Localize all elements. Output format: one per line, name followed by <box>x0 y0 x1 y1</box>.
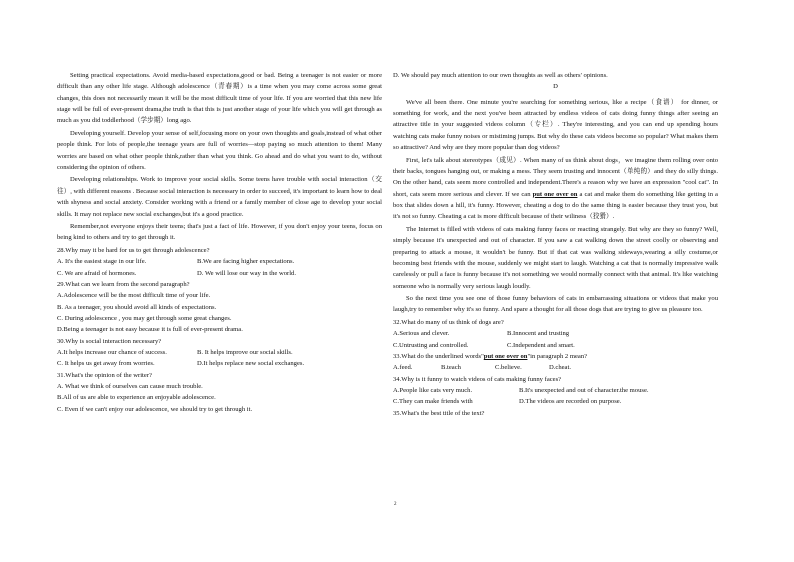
question-31 <box>57 370 382 415</box>
options-row <box>393 340 718 351</box>
options-row <box>393 396 718 407</box>
option-c: C. Even if we can't enjoy our adolescence, we should try to get through it. <box>57 405 253 413</box>
question-29 <box>57 279 382 336</box>
options-row <box>57 347 382 358</box>
passage-paragraph <box>393 155 718 223</box>
underlined-phrase: put one over on <box>532 190 578 198</box>
question-stem: 34.Why is it funny to watch videos of cats making funny faces? <box>393 375 562 383</box>
right-column <box>393 70 718 419</box>
option-d: D.It helps replace new social exchanges. <box>197 360 305 368</box>
option-c: C. During adolescence , you may get through some great changes. <box>57 314 232 322</box>
option-a: A.Adolescence will be the most difficult time of your life. <box>57 292 211 300</box>
text-run: a cat and make them do something like getting in a box that slides down a hill, it's funny. However, cheating a dog to do the same thing is easier because they trust you, but it's not so funny. Cheating a cat is more difficult because of their wiliness（狡猾）. <box>393 190 718 221</box>
option-a: A.People like cats very much. <box>393 387 473 395</box>
question-30 <box>57 336 382 370</box>
option-b: B.We are facing higher expectations. <box>197 258 295 266</box>
text-run: 33.What do the underlined words" <box>393 353 484 360</box>
question-stem: 31.What's the opinion of the writer? <box>57 371 152 379</box>
passage-paragraph: Setting practical expectations. Avoid media-based expectations,good or bad. Being a teenager is not easier or more difficult than any other life stage. Although adolescence（青春期）is a time when you may come across some great changes, this does not necessarily mean it will be the most difficult time of your life. If you are worried that this new life stage will be full of ever-present drama,the truth is that this is just another stage of your life which you will get through as much as you did toddlerhood（学步期）long ago. <box>57 72 382 125</box>
options-row <box>393 362 718 373</box>
passage-paragraph: Remember,not everyone enjoys their teens; that's just a fact of life. However, if you don't enjoy your teens, focus on being kind to others and try to get through it. <box>57 223 382 242</box>
left-column <box>57 70 382 415</box>
option-b: B.Innocent and trusting <box>507 330 570 338</box>
question-stem <box>393 351 718 362</box>
option-d: C.Independent and smart. <box>507 341 575 349</box>
question-32 <box>393 317 718 351</box>
question-stem: 30.Why is social interaction necessary? <box>57 337 162 345</box>
passage-paragraph: Developing yourself. Develop your sense of self,focusing more on your own thoughts and goals,instead of what other people think. For lots of people,the teenage years are full of worries—stop paying so much attention to them! Many worries are based on what other people think,rather than what you think. Go ahead and do what you want to do, without considering the opinion of others. <box>57 129 382 171</box>
section-heading: D <box>553 83 558 91</box>
page-number: 2 <box>394 502 397 507</box>
option-b: B.teach <box>441 364 461 372</box>
passage-paragraph: The Internet is filled with videos of cats making funny faces or reacting strangely. But why are they so funny? Well, simply because it's unexpected and out of character. If you saw a cat walking down the street coolly or observing and preparing to attack a mouse, it wouldn't be funny. But if that cat was walking sideways,wearing a silly costume,or becoming best friends with the mouse, suddenly we might start to laugh. Watching a cat that is normally impressive walk carelessly or pull a face is funny because it's not something we would normally connect with that animal. It's like watching someone who is normally very serious laugh loudly. <box>393 225 718 290</box>
question-stem: 28.Why may it be hard for us to get through adolescence? <box>57 246 210 254</box>
options-row <box>57 256 382 267</box>
options-row <box>57 268 382 279</box>
question-34 <box>393 374 718 408</box>
options-row <box>393 385 718 396</box>
text-run: First, let's talk about stereotypes（成见）. When many of us think about dogs，we imagine them rolling over onto their backs, tongues hanging out, or making a mess. They seem trusting and innocent（单纯的）and they do silly things. On the other hand, cats seem more controlled and independent.There's a reason why we have an expression "cool cat". In short, cats seem more serious and clever. If we can <box>393 156 718 198</box>
option-b: B. As a teenager, you should avoid all kinds of expectations. <box>57 303 217 311</box>
option-a: A.It helps increase our chance of success. <box>57 349 167 356</box>
option-a: A.feed. <box>393 364 413 372</box>
option-d: D.cheat. <box>549 364 571 372</box>
option-c: C.They can make friends with <box>393 398 473 406</box>
option-b: B.All of us are able to experience an enjoyable adolescence. <box>57 394 216 402</box>
option-a: A. What we think of ourselves can cause much trouble. <box>57 383 203 391</box>
option-d: D.Being a teenager is not easy because it is full of ever-present drama. <box>57 326 243 334</box>
question-stem: 35.What's the best title of the text? <box>393 409 485 417</box>
passage-paragraph: So the next time you see one of those funny behaviors of cats in embarrassing situations or videos that make you laugh,try to remember why it's so funny. And spare a thought for all those dogs that are trying to give us pleasure too. <box>393 295 718 314</box>
question-stem: 32.What do many of us think of dogs are? <box>393 318 504 326</box>
question-35 <box>393 408 718 419</box>
option-b: B.It's unexpected and out of character.the mouse. <box>519 387 649 395</box>
option-d: D. We should pay much attention to our own thoughts as well as others' opinions. <box>393 72 608 79</box>
option-a: A. It's the easiest stage in our life. <box>57 258 147 266</box>
question-stem: 29.What can we learn from the second paragraph? <box>57 280 190 288</box>
option-d: D. We will lose our way in the world. <box>197 269 296 277</box>
option-b: B. It helps improve our social skills. <box>197 349 293 356</box>
option-d: D.The videos are recorded on purpose. <box>519 398 622 406</box>
option-c: C.Untrusting and controlled. <box>393 341 469 349</box>
option-c: C.believe. <box>495 364 522 372</box>
question-33 <box>393 351 718 374</box>
question-28 <box>57 245 382 279</box>
underlined-phrase: put one over on <box>483 353 528 360</box>
option-c: C. It helps us get away from worries. <box>57 360 155 368</box>
options-row <box>57 358 382 369</box>
option-a: A.Serious and clever. <box>393 330 450 338</box>
passage-paragraph: Developing relationships. Work to improve your social skills. Some teens have trouble with social interaction（交往）, with different reasons . Because social interaction is necessary in order to succeed, it's important to learn how to deal with shyness and social anxiety. Consider working with a friend or a family member of close age to develop your social skills. It may not replace new social exchanges,but it's a good practice. <box>57 176 382 218</box>
options-row <box>393 328 718 339</box>
option-c: C. We are afraid of hormones. <box>57 269 137 277</box>
passage-paragraph: We've all been there. One minute you're searching for something serious, like a recipe（食谱） for dinner, or something for work, and the next you've been attracted by endless videos of cats doing funny things after seeing an attractive title in your suggested videos column（专栏）. They're interesting, and you can end up spending hours watching cats make funny noises or mistiming jumps. But why do these cats videos become so popular? What makes them so attractive? And why are they more popular than dog videos? <box>393 98 718 152</box>
text-run: "in paragraph 2 mean? <box>527 353 588 360</box>
